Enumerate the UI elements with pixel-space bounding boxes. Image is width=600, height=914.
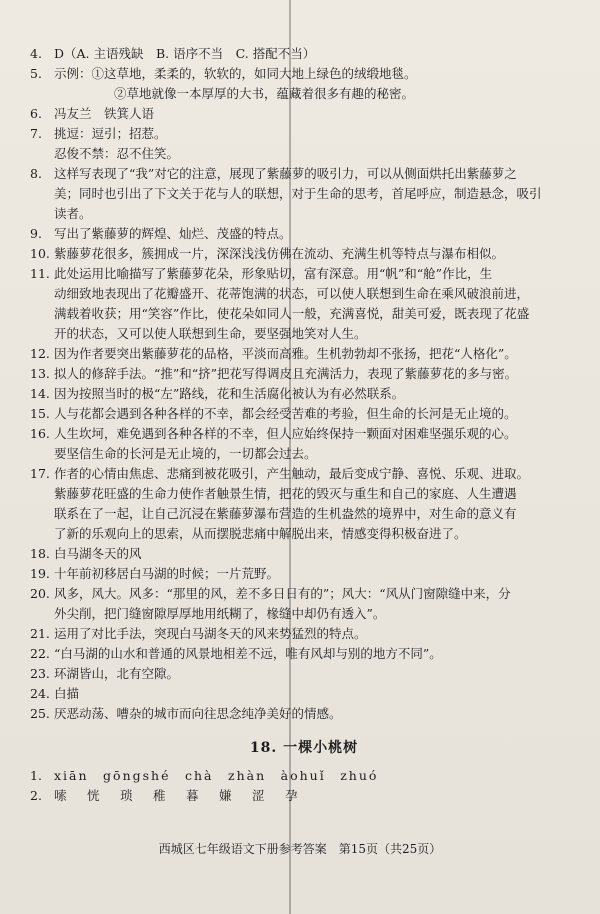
answer-number: 23. <box>30 666 50 681</box>
answer-text <box>54 404 578 424</box>
answer-line: 了新的乐观向上的思索，从而摆脱悲痛中解脱出来，情感变得积极奋进了。 <box>54 526 467 541</box>
section-item-number: 1. <box>30 768 42 783</box>
answer-line: 白马湖冬天的风 <box>54 546 142 561</box>
answer-item <box>30 624 578 644</box>
answer-item <box>30 364 578 384</box>
answer-line: 忍俊不禁：忍不住笑。 <box>54 146 180 161</box>
answer-text <box>54 164 578 224</box>
answer-text <box>54 364 578 384</box>
answer-number: 4. <box>30 46 42 61</box>
answer-line: “白马湖的山水和普通的风景地相差不远，唯有风却与别的地方不同”。 <box>54 646 442 661</box>
answer-line: 冯友兰 铁箕人语 <box>54 106 155 121</box>
answer-line: 紫藤萝花很多，簇拥成一片，深深浅浅仿佛在流动、充满生机等特点与瀑布相似。 <box>54 246 505 261</box>
answer-line: 联系在了一起，让自己沉浸在紫藤萝瀑布营造的生机盎然的境界中，对生命的意义有 <box>54 506 517 521</box>
answer-item <box>30 244 578 264</box>
answer-number: 24. <box>30 686 50 701</box>
answer-item <box>30 704 578 724</box>
answer-text <box>54 264 578 344</box>
answer-text <box>54 664 578 684</box>
answer-text <box>54 64 578 104</box>
answer-text <box>54 384 578 404</box>
answer-item <box>30 544 578 564</box>
answer-item <box>30 344 578 364</box>
answer-item <box>30 64 578 104</box>
answer-line: 因为按照当时的极“左”路线，花和生活腐化被认为有必然联系。 <box>54 386 405 401</box>
answer-item <box>30 224 578 244</box>
answer-line: 环湖皆山，北有空隙。 <box>54 666 180 681</box>
answer-line: 运用了对比手法，突现白马湖冬天的风来势猛烈的特点。 <box>54 626 367 641</box>
answer-text <box>54 544 578 564</box>
answer-text <box>54 224 578 244</box>
answer-text <box>54 424 578 464</box>
answer-text <box>54 564 578 584</box>
answer-number: 14. <box>30 386 50 401</box>
answer-text <box>54 104 578 124</box>
answer-number: 13. <box>30 366 50 381</box>
answer-item <box>30 564 578 584</box>
answer-number: 9. <box>30 226 42 241</box>
answer-line: 作者的心情由焦虑、悲痛到被花吸引，产生触动，最后变成宁静、喜悦、乐观、进取。 <box>54 466 530 481</box>
answer-text <box>54 704 578 724</box>
answer-item <box>30 264 578 344</box>
answer-text <box>54 684 578 704</box>
answer-number: 15. <box>30 406 50 421</box>
answer-line: 十年前初移居白马湖的时候；一片荒野。 <box>54 566 280 581</box>
section-item <box>30 766 578 786</box>
answer-number: 8. <box>30 166 42 181</box>
answer-line: 此处运用比喻描写了紫藤萝花朵，形象贴切，富有深意。用“帆”和“舱”作比，生 <box>54 266 493 281</box>
answer-line: 示例：①这草地，柔柔的，软软的，如同大地上绿色的绒缎地毯。 <box>54 66 417 81</box>
answer-number: 7. <box>30 126 42 141</box>
answer-line: 开的状态，又可以使人联想到生命，要坚强地笑对人生。 <box>54 326 367 341</box>
answer-item <box>30 104 578 124</box>
answer-number: 6. <box>30 106 42 121</box>
answer-number: 25. <box>30 706 50 721</box>
answer-line: 读者。 <box>54 206 92 221</box>
answer-number: 17. <box>30 466 50 481</box>
answer-item <box>30 664 578 684</box>
answer-text <box>54 124 578 164</box>
answer-number: 5. <box>30 66 42 81</box>
answer-line: 人生坎坷，难免遇到各种各样的不幸，但人应始终保持一颗面对困难坚强乐观的心。 <box>54 426 517 441</box>
answer-text <box>54 584 578 624</box>
section-item-text: xiān gōngshé chà zhàn àohuǐ zhuó <box>54 768 379 783</box>
answer-item <box>30 424 578 464</box>
answer-item <box>30 584 578 624</box>
answer-line: 厌恶动荡、嘈杂的城市而向往思念纯净美好的情感。 <box>54 706 342 721</box>
answer-line: 满载着收获；用“笑容”作比，使花朵如同人一般，充满喜悦，甜美可爱，既表现了花盛 <box>54 306 530 321</box>
section-item <box>30 786 578 806</box>
answer-item <box>30 404 578 424</box>
answer-number: 18. <box>30 546 50 561</box>
answer-item <box>30 164 578 224</box>
answer-number: 21. <box>30 626 50 641</box>
answer-number: 10. <box>30 246 50 261</box>
section-title: 18. 一棵小桃树 <box>249 740 359 756</box>
answer-item <box>30 644 578 664</box>
answer-line: 因为作者要突出紫藤萝花的品格，平淡而高雅。生机勃勃却不张扬，把花“人格化”。 <box>54 346 517 361</box>
answer-item <box>30 124 578 164</box>
answer-line: 风多，风大。风多：“那里的风，差不多日日有的”；风大：“风从门窗隙缝中来，分 <box>54 586 511 601</box>
page-footer: 西城区七年级语文下册参考答案 第15页（共25页） <box>158 842 442 856</box>
answer-line: 要坚信生命的长河是无止境的，一切都会过去。 <box>54 446 317 461</box>
answer-text <box>54 464 578 544</box>
answer-item <box>30 464 578 544</box>
answer-content <box>30 44 578 806</box>
answer-number: 22. <box>30 646 50 661</box>
answer-line: 拟人的修辞手法。“推”和“挤”把花写得调皮且充满活力，表现了紫藤萝花的多与密。 <box>54 366 518 381</box>
answer-item <box>30 44 578 64</box>
answer-line: 外尖削，把门缝窗隙厚厚地用纸糊了，椽缝中却仍有透入”。 <box>54 606 386 621</box>
answer-line: 这样写表现了“我”对它的注意，展现了紫藤萝的吸引力，可以从侧面烘托出紫藤萝之 <box>54 166 517 181</box>
answer-line: 写出了紫藤萝的辉煌、灿烂、茂盛的特点。 <box>54 226 292 241</box>
answer-line: 美；同时也引出了下文关于花与人的联想，对于生命的思考，首尾呼应，制造悬念，吸引 <box>54 186 542 201</box>
answer-text <box>54 244 578 264</box>
answer-number: 16. <box>30 426 50 441</box>
answer-number: 12. <box>30 346 50 361</box>
answer-text <box>54 624 578 644</box>
answer-line: 紫藤萝花旺盛的生命力使作者触景生情，把花的毁灭与重生和自己的家庭、人生遭遇 <box>54 486 517 501</box>
answer-number: 19. <box>30 566 50 581</box>
answer-item <box>30 384 578 404</box>
answer-line: 人与花都会遇到各种各样的不幸，都会经受苦难的考验，但生命的长河是无止境的。 <box>54 406 517 421</box>
answer-line: 白描 <box>54 686 80 701</box>
section-item-text: 嗦 恍 琐 稚 暮 嫌 涩 孕 <box>54 788 302 803</box>
answer-line: 挑逗：逗引；招惹。 <box>54 126 167 141</box>
answer-line: D（A. 主语残缺 B. 语序不当 C. 搭配不当） <box>54 46 316 61</box>
answer-item <box>30 684 578 704</box>
answer-text <box>54 344 578 364</box>
answer-line: 动细致地表现出了花瓣盛开、花蒂饱满的状态，可以使人联想到生命在乘风破浪前进， <box>54 286 530 301</box>
section-item-number: 2. <box>30 788 42 803</box>
answer-number: 11. <box>30 266 50 281</box>
answer-text <box>54 644 578 664</box>
answer-number: 20. <box>30 586 50 601</box>
answer-text <box>54 44 578 64</box>
answer-subline: ②草地就像一本厚厚的大书，蕴藏着很多有趣的秘密。 <box>114 86 415 101</box>
